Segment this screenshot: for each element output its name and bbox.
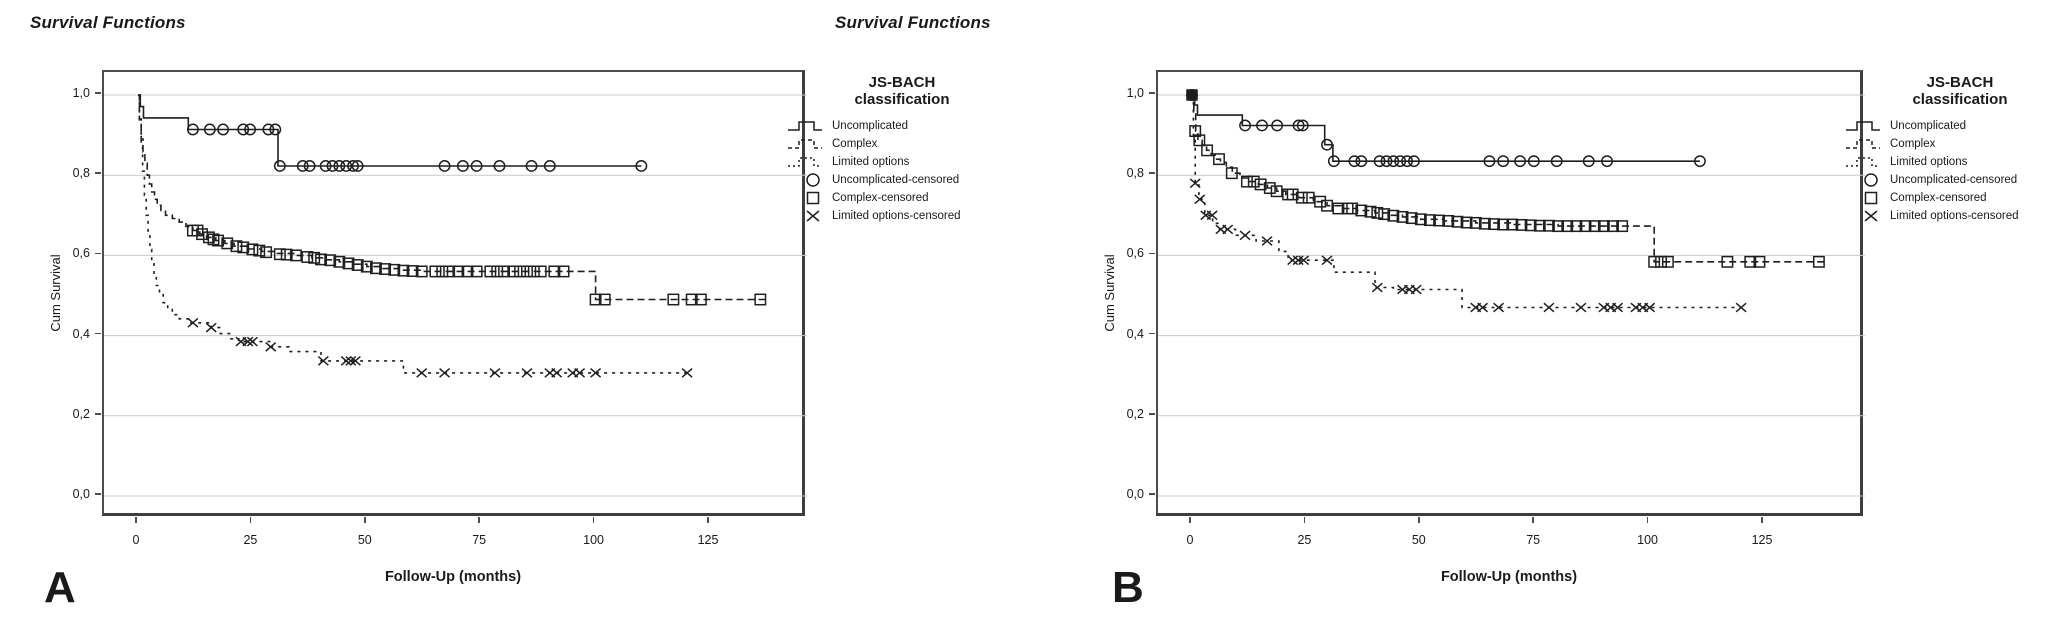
legend-item-label: Complex-censored [832,191,929,204]
x-tick-label: 50 [357,533,372,547]
plot-area-a [102,70,805,516]
survival-plot-svg-a [104,72,807,518]
y-tick-label: 0,8 [1126,166,1144,181]
legend-sample [1844,118,1890,134]
y-tick-mark [95,253,101,255]
censor-mark-limited-options [1223,225,1233,234]
x-tick-label: 100 [583,533,605,547]
y-tick-label: 0,8 [72,166,90,181]
legend-item-complex-censored [1844,189,2067,207]
legend-item-label: Uncomplicated [832,119,909,132]
y-tick-mark [1149,493,1155,495]
x-tick-mark [593,517,595,523]
x-tick-mark [1532,517,1534,523]
y-tick-mark [95,333,101,335]
x-tick-label: 25 [243,533,258,547]
censor-mark-limited-options [318,357,328,366]
x-tick-mark [478,517,480,523]
dashdot-line-sample-icon [786,154,832,170]
legend-item-uncomplicated-censored [786,171,1018,189]
censor-mark-limited-options [188,318,198,327]
x-tick-label: 125 [697,533,719,547]
y-tick-mark [1149,172,1155,174]
censor-mark-complex [302,252,312,262]
legend-item-limited-options-censored [786,207,1018,225]
legend-item-label: Complex [832,137,878,150]
y-tick-mark [95,172,101,174]
legend-b [1844,74,2067,225]
y-tick-label: 0,0 [1126,487,1144,501]
legend-sample [1844,190,1890,206]
legend-sample [1844,208,1890,224]
y-tick-mark [95,493,101,495]
legend-item-complex-censored [786,189,1018,207]
legend-item-uncomplicated [1844,117,2067,135]
panel-letter-a: A [44,563,76,612]
curve-uncomplicated [1192,95,1700,161]
y-tick-mark [95,92,101,94]
legend-item-label: Limited options-censored [1890,209,2019,222]
legend-item-label: Complex [1890,137,1936,150]
survival-plot-svg-b [1158,72,1865,518]
x-tick-mark [364,517,366,523]
y-tick-label: 1,0 [1126,86,1144,100]
legend-sample [786,118,832,134]
legend-a [786,74,1018,225]
x-tick-mark [1189,517,1191,523]
y-tick-mark [1149,333,1155,335]
x-axis-title-b: Follow-Up (months) [1440,569,1578,585]
censor-mark-limited-options [1544,303,1554,312]
y-axis-title-a: Cum Survival [48,254,63,332]
censor-mark-limited-options [1195,195,1205,204]
x-tick-label: 50 [1411,533,1426,547]
dashed-line-sample-icon [1844,136,1890,152]
circle-marker-icon [1844,172,1890,188]
solid-line-sample-icon [786,118,832,134]
x-tick-label: 75 [472,533,487,547]
legend-sample [786,172,832,188]
curve-uncomplicated [138,95,641,166]
square-marker-icon [1844,190,1890,206]
legend-item-label: Uncomplicated-censored [1890,173,2018,186]
plot-title-a: Survival Functions [30,13,186,32]
legend-items-a [786,117,1018,225]
censor-mark-limited-options [1372,283,1382,292]
legend-item-complex [1844,135,2067,153]
x-tick-mark [1761,517,1763,523]
legend-item-uncomplicated [786,117,1018,135]
legend-item-label: Uncomplicated [1890,119,1967,132]
legend-title-line1: JS-BACH [868,74,936,91]
censor-mark-limited-options [1411,285,1421,294]
censor-mark-limited-options [1736,303,1746,312]
legend-title-a [786,74,1018,109]
legend-item-label: Limited options [1890,155,1968,168]
y-tick-label: 1,0 [72,86,90,100]
x-marker-icon [786,208,832,224]
legend-sample [1844,136,1890,152]
y-tick-label: 0,2 [72,406,90,421]
censor-mark-limited-options [417,369,427,378]
legend-item-label: Limited options-censored [832,209,961,222]
legend-item-label: Limited options [832,155,910,168]
censor-mark-limited-options [206,323,216,332]
x-tick-label: 125 [1751,533,1773,547]
legend-title-line2: classification [1912,91,2008,109]
legend-title-b [1844,74,2067,109]
y-axis-title-b: Cum Survival [1102,254,1117,332]
legend-sample [786,190,832,206]
y-tick-label: 0,4 [72,326,90,341]
y-tick-label: 0,0 [72,487,90,501]
plot-area-b [1156,70,1863,516]
x-tick-mark [135,517,137,523]
x-tick-mark [1418,517,1420,523]
legend-item-limited-options [786,153,1018,171]
censor-mark-limited-options [682,369,692,378]
legend-title-line1: JS-BACH [1926,74,1994,91]
legend-item-limited-options [1844,153,2067,171]
censor-mark-limited-options [1576,303,1586,312]
legend-sample [786,136,832,152]
x-tick-mark [1647,517,1649,523]
censor-mark-limited-options [1288,256,1298,265]
solid-line-sample-icon [1844,118,1890,134]
legend-sample [786,208,832,224]
censor-mark-limited-options [490,369,500,378]
censor-mark-limited-options [1240,231,1250,240]
y-tick-label: 0,6 [1126,246,1144,261]
censor-mark-limited-options [552,369,562,378]
x-tick-mark [250,517,252,523]
legend-item-limited-options-censored [1844,207,2067,225]
legend-item-label: Uncomplicated-censored [832,173,960,186]
dashed-line-sample-icon [786,136,832,152]
y-tick-mark [1149,92,1155,94]
legend-sample [786,154,832,170]
x-axis-title-a: Follow-Up (months) [384,569,522,585]
x-tick-label: 25 [1297,533,1312,547]
legend-title-line2: classification [854,91,950,109]
legend-items-b [1844,117,2067,225]
censor-mark-limited-options [440,369,450,378]
y-tick-label: 0,6 [72,246,90,261]
dashdot-line-sample-icon [1844,154,1890,170]
censor-mark-limited-options [522,369,532,378]
y-tick-mark [1149,413,1155,415]
legend-item-uncomplicated-censored [1844,171,2067,189]
square-marker-icon [786,190,832,206]
x-tick-mark [707,517,709,523]
legend-sample [1844,154,1890,170]
legend-item-label: Complex-censored [1890,191,1987,204]
x-tick-label: 0 [1186,533,1194,547]
curve-limited-options [138,95,687,373]
x-tick-label: 75 [1526,533,1541,547]
y-tick-mark [95,413,101,415]
curve-limited-options [1192,95,1746,308]
y-tick-label: 0,2 [1126,406,1144,421]
circle-marker-icon [786,172,832,188]
x-marker-icon [1844,208,1890,224]
plot-title-b: Survival Functions [835,13,991,32]
censor-mark-limited-options [266,343,276,352]
x-tick-label: 0 [132,533,140,547]
x-tick-label: 100 [1637,533,1659,547]
panel-letter-b: B [1112,563,1144,612]
x-tick-mark [1304,517,1306,523]
y-tick-label: 0,4 [1126,326,1144,341]
legend-item-complex [786,135,1018,153]
curve-complex [1192,95,1828,262]
legend-sample [1844,172,1890,188]
y-tick-mark [1149,253,1155,255]
